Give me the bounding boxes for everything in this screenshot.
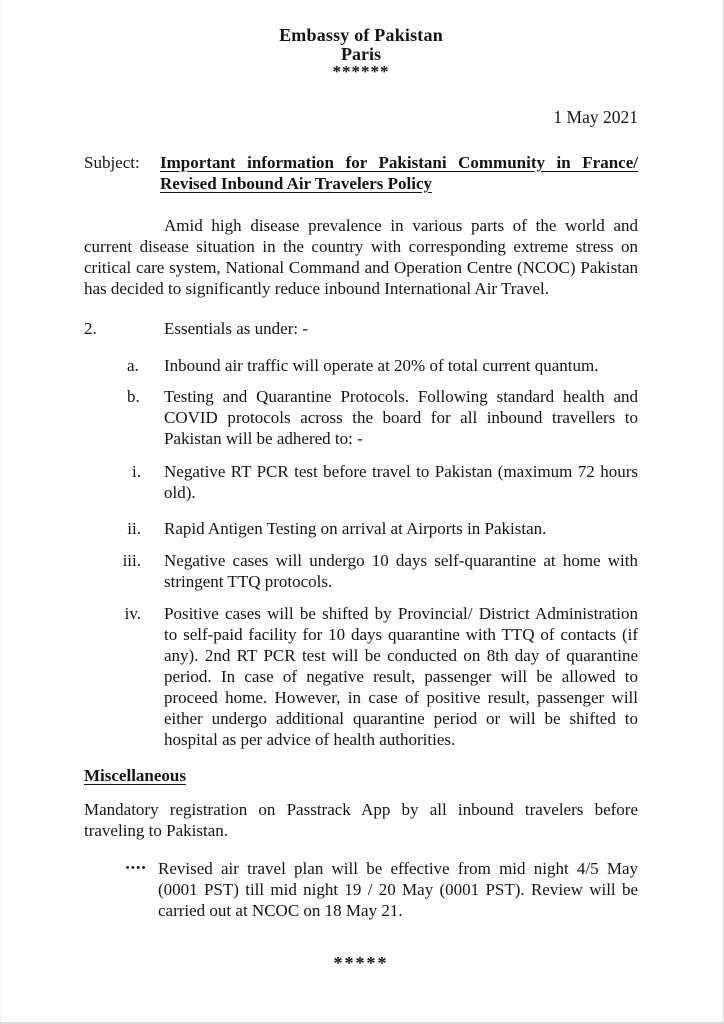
bullet-item-text: Revised air travel plan will be effective from mid night 4/5 May (0001 PST) till mid night 19 / 20 May (0001 PST). Review will be carried out at NCOC on 18 May 21. <box>158 859 638 920</box>
letter-date: 1 May 2021 <box>553 107 638 127</box>
list-item-a-text: Inbound air traffic will operate at 20% of total current quantum. <box>164 356 599 375</box>
letterhead <box>84 26 638 80</box>
list-item-b <box>84 386 638 449</box>
section-2-heading <box>84 318 638 339</box>
subject-text <box>160 152 638 194</box>
letterhead-separator: ****** <box>332 62 390 81</box>
list-item-ii-text: Rapid Antigen Testing on arrival at Airports in Pakistan. <box>164 519 547 538</box>
list-item-b-text: Testing and Quarantine Protocols. Following standard health and COVID protocols across the board for all inbound travellers to Pakistan will be adhered to: - <box>164 387 638 448</box>
list-item-iv-label: iv. <box>124 604 141 623</box>
list-item-i-text: Negative RT PCR test before travel to Pakistan (maximum 72 hours old). <box>164 462 638 502</box>
intro-paragraph: Amid high disease prevalence in various parts of the world and current disease situation in the country with corresponding extreme stress on critical care system, National Command and Operation Centre (NCOC) Pakistan has decided to significantly reduce inbound International Air Travel. <box>84 216 638 298</box>
list-item-iv-text: Positive cases will be shifted by Provincial/ District Administration to self-paid facility for 10 days quarantine with TTQ of contacts (if any). 2nd RT PCR test will be conducted on 8th day of quarantine period. In case of negative result, passenger will be allowed to proceed home. However, in case of positive result, passenger will either undergo additional quarantine period or will be shifted to hospital as per advice of health authorities. <box>164 604 638 749</box>
list-item-b-label: b. <box>127 387 140 406</box>
list-item-ii-label: ii. <box>127 519 141 538</box>
list-item-iii-text: Negative cases will undergo 10 days self-quarantine at home with stringent TTQ protocols. <box>164 551 638 591</box>
bullet-marker-icon: •••• <box>125 862 147 874</box>
miscellaneous-heading: Miscellaneous <box>84 766 186 785</box>
list-item-iii-label: iii. <box>122 551 141 570</box>
subject-line-1: Important information for Pakistani Community in France/ <box>160 153 638 172</box>
list-item-ii <box>84 518 638 539</box>
list-item-a <box>84 355 638 376</box>
section-2-text: Essentials as under: - <box>164 319 308 338</box>
list-item-iv <box>84 603 638 750</box>
subject-line-2: Revised Inbound Air Travelers Policy <box>160 174 433 193</box>
list-item-i-label: i. <box>132 462 141 481</box>
subject-block <box>84 152 638 194</box>
subject-label: Subject: <box>84 153 140 172</box>
footer-separator: ***** <box>333 953 389 973</box>
list-item-a-label: a. <box>127 356 139 375</box>
letterhead-city: Paris <box>341 44 381 64</box>
letterhead-org: Embassy of Pakistan <box>279 25 443 45</box>
section-2-number: 2. <box>84 319 97 338</box>
list-item-iii <box>84 550 638 592</box>
bullet-item <box>84 858 638 921</box>
miscellaneous-paragraph: Mandatory registration on Passtrack App by all inbound travelers before traveling to Pakistan. <box>84 800 638 840</box>
list-item-i <box>84 461 638 503</box>
